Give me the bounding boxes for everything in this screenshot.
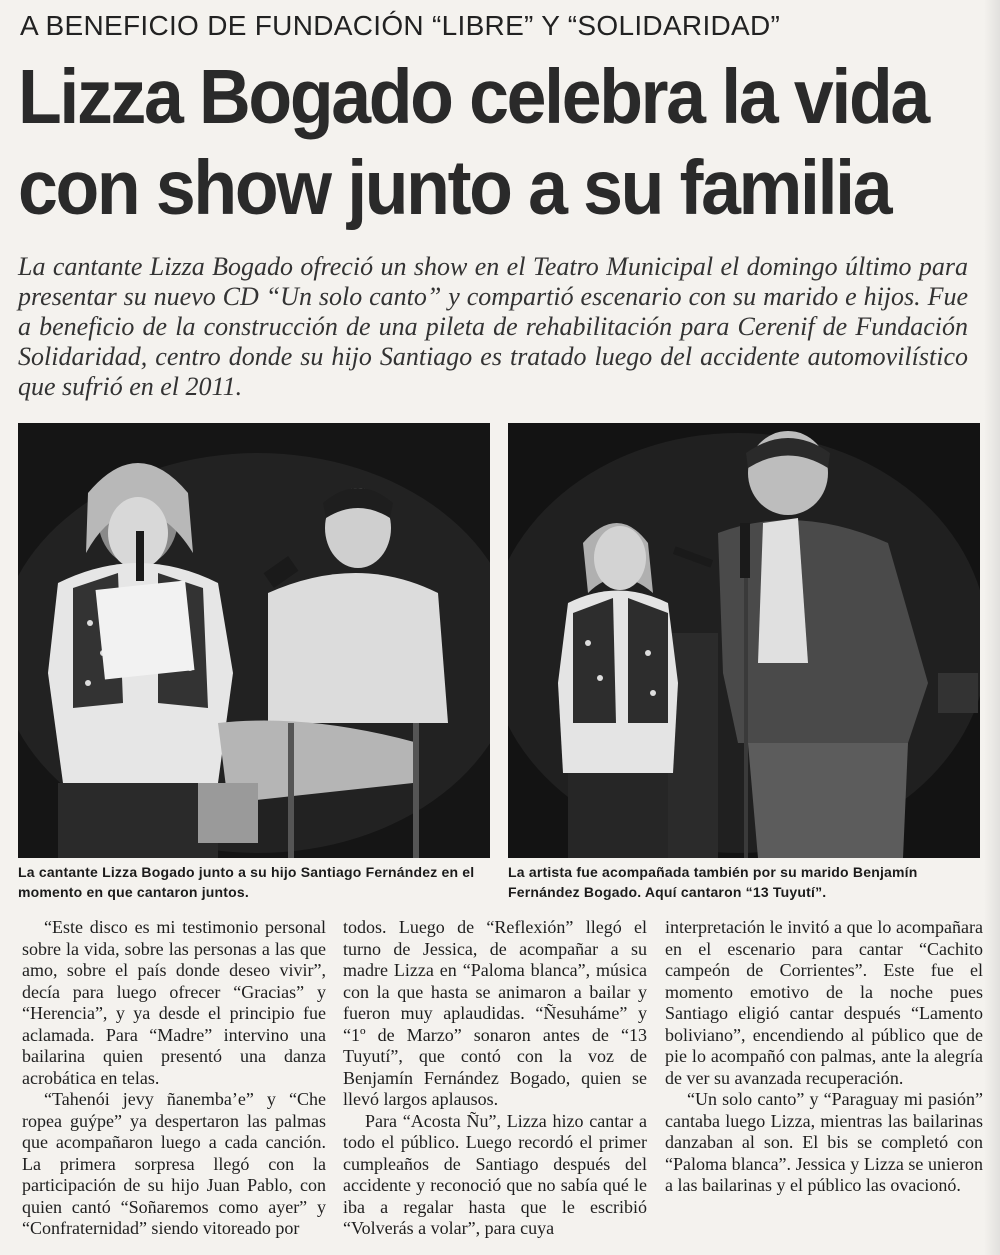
photo-singer-and-husband xyxy=(508,423,980,858)
body-column-2 xyxy=(343,917,647,1240)
paragraph: “Un solo canto” y “Paraguay mi pasión” cantaba luego Lizza, mientras las bailarinas danzaban al son. El bis se completó con “Paloma blanca”. Jessica y Lizza se unieron a las bailarinas y el público las ovacionó. xyxy=(665,1089,983,1195)
paragraph: “Este disco es mi testimonio personal sobre la vida, sobre las personas a las que amo, sobre el país donde deseo vivir”, decía para luego ofrecer “Gracias” y “Herencia”, y ya desde el principio fue aclamada. Para “Madre” intervino una bailarina quien presentó una danza acrobática en telas. xyxy=(22,917,326,1088)
headline-line-1: Lizza Bogado celebra la vida xyxy=(18,54,928,140)
deck-summary: La cantante Lizza Bogado ofreció un show en el Teatro Municipal el domingo último para presentar su nuevo CD “Un solo canto” y compartió escenario con su marido e hijos. Fue a beneficio de la construcción de una pileta de rehabilitación para Cerenif de Fundación Solidaridad, centro donde su hijo Santiago es tratado luego del accidente automovilístico que sufrió en el 2011. xyxy=(18,252,968,401)
paragraph: todos. Luego de “Reflexión” llegó el turno de Jessica, de acompañar a su madre Lizza en “Paloma blanca”, música con la que hasta se animaron a bailar y fueron muy aplaudidas. “Ñesuháme” y “1º de Marzo” sonaron antes de “13 Tuyutí”, que contó con la voz de Benjamín Fernández Bogado, quien se llevó largos aplausos. xyxy=(343,917,647,1109)
headline-line-2: con show junto a su familia xyxy=(18,145,891,231)
kicker: A BENEFICIO DE FUNDACIÓN “LIBRE” Y “SOLIDARIDAD” xyxy=(20,10,781,41)
paragraph: Para “Acosta Ñu”, Lizza hizo cantar a todo el público. Luego recordó el primer cumpleaños de Santiago después del accidente y reconoció que no sabía qué le iba a regalar hasta que le escribió “Volverás a volar”, para cuya xyxy=(343,1110,647,1238)
paragraph: “Tahenói jevy ñanemba’e” y “Che ropea guýpe” ya despertaron las palmas que acompañaron luego a cada canción. La primera sorpresa llegó con la participación de su hijo Juan Pablo, con quien cantó “Soñaremos como ayer” y “Confraternidad” siendo vitoreado por xyxy=(22,1089,326,1238)
photo-caption-left: La cantante Lizza Bogado junto a su hijo Santiago Fernández en el momento en que cantaron juntos. xyxy=(18,864,475,900)
body-column-3 xyxy=(665,917,983,1197)
page-edge-shadow xyxy=(984,0,1000,1255)
body-column-1 xyxy=(22,917,326,1240)
headline xyxy=(18,52,928,234)
paragraph: interpretación le invitó a que lo acompañara en el escenario para cantar “Cachito campeón de Corrientes”. Este fue el momento emotivo de la noche pues Santiago eligió cantar después “Lamento boliviano”, encendiendo al público que de pie lo acompañó con palmas, ante la alegría de ver su avanzada recuperación. xyxy=(665,917,983,1088)
photo-singer-and-son-illustration xyxy=(18,423,490,858)
photo-caption-right: La artista fue acompañada también por su marido Benjamín Fernández Bogado. Aquí cantaron “13 Tuyutí”. xyxy=(508,864,918,900)
photo-singer-and-son xyxy=(18,423,490,858)
photo-singer-and-husband-illustration xyxy=(508,423,980,858)
